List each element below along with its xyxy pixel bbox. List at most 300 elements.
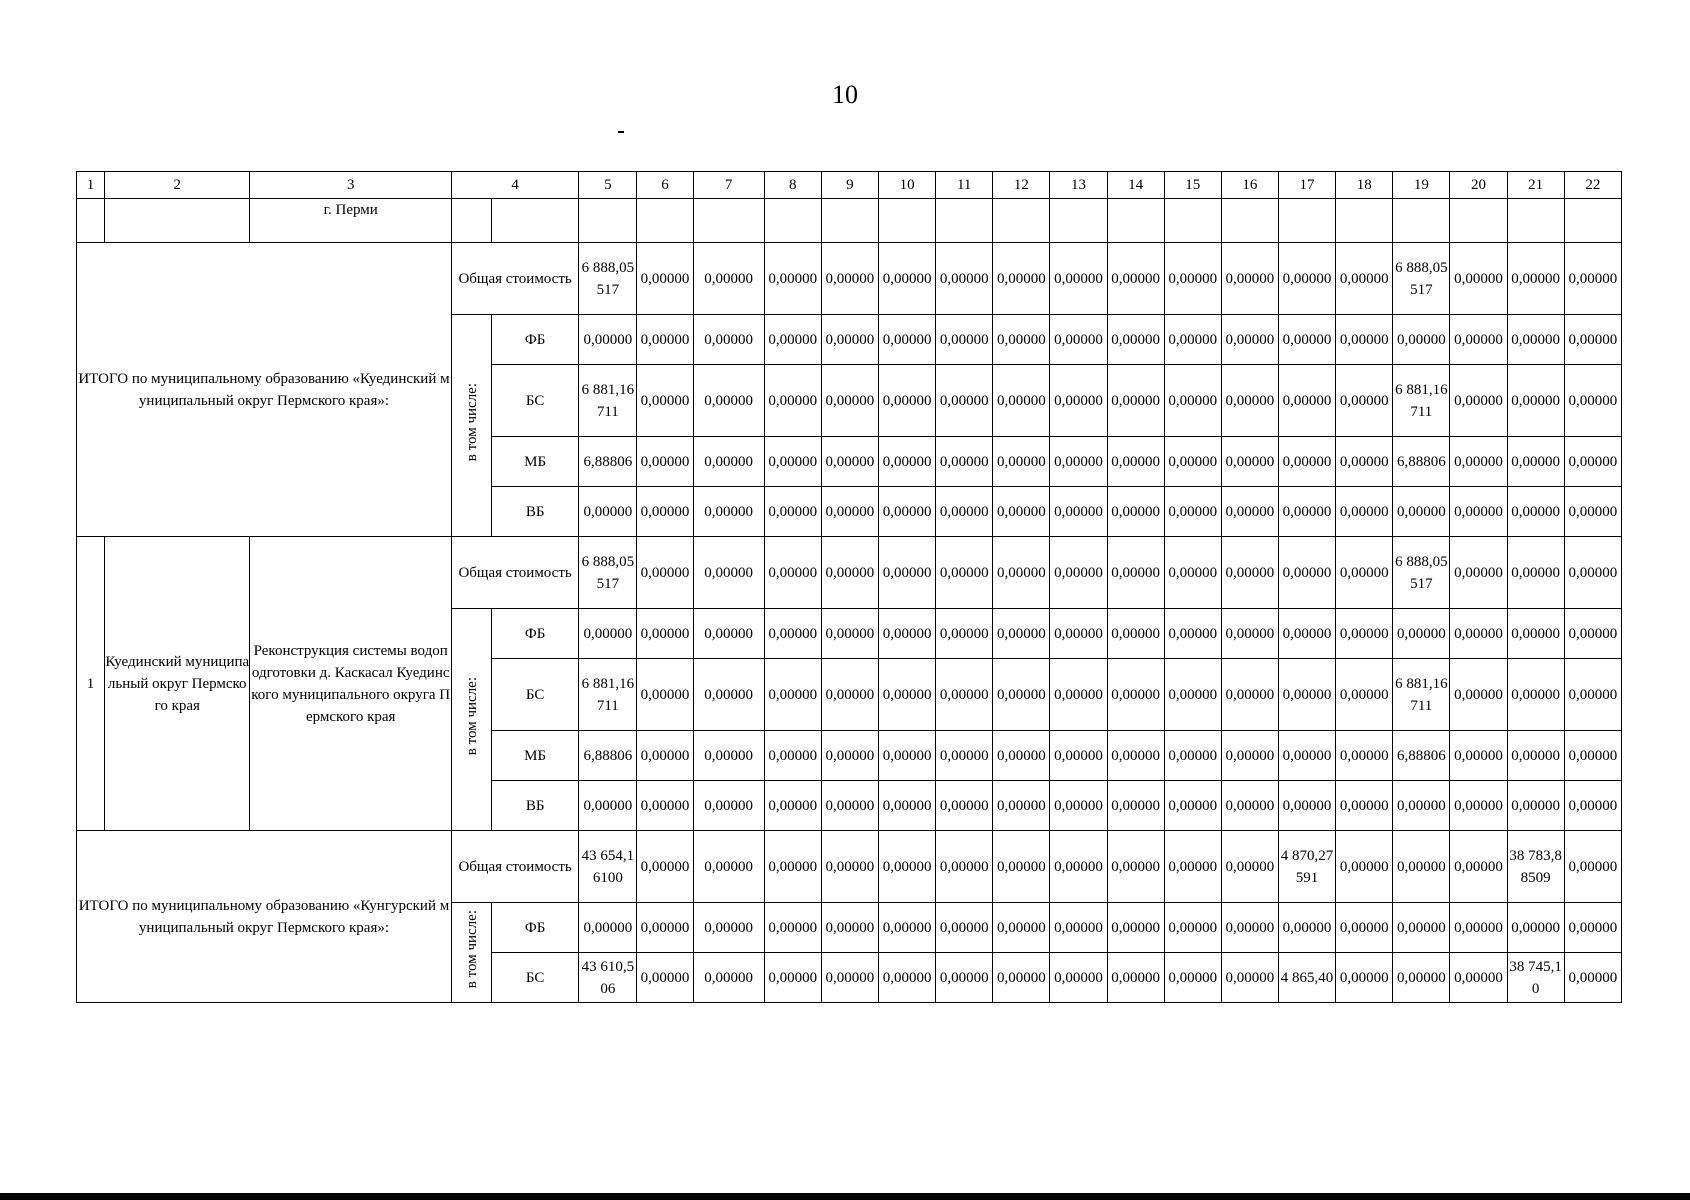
table-cell — [1393, 199, 1450, 243]
including-label-text: в том числе: — [463, 382, 480, 462]
value-cell — [936, 315, 993, 365]
value-cell-text: 0,00000 — [1054, 686, 1103, 703]
column-number-text: 10 — [899, 177, 915, 193]
value-cell-text: 0,00000 — [1339, 919, 1389, 936]
value-cell-text: 0,00000 — [768, 270, 818, 287]
value-cell — [821, 953, 878, 1003]
value-cell-text: 0,00000 — [1054, 919, 1103, 936]
table-cell — [1450, 199, 1507, 243]
value-cell — [1278, 487, 1335, 537]
value-cell-text: 0,00000 — [1168, 331, 1218, 348]
budget-source-label — [492, 953, 579, 1003]
table-row — [77, 172, 1622, 199]
value-cell — [764, 731, 821, 781]
value-cell-text: 6 888,05517 — [1395, 553, 1448, 592]
value-cell-text: 43 610,506 — [581, 958, 635, 997]
value-cell — [879, 831, 936, 903]
value-cell-text: 0,00000 — [1168, 969, 1218, 986]
value-cell — [821, 781, 878, 831]
budget-source-label-text: ВБ — [525, 503, 545, 520]
value-cell-text: 0,00000 — [1054, 797, 1103, 814]
value-cell-text: 0,00000 — [1225, 564, 1275, 581]
value-cell — [1107, 365, 1164, 437]
value-cell-text: 0,00000 — [996, 686, 1046, 703]
value-cell — [993, 609, 1050, 659]
value-cell-text: 0,00000 — [882, 392, 932, 409]
table-cell — [936, 199, 993, 243]
value-cell — [1450, 609, 1507, 659]
value-cell-text: 0,00000 — [1511, 270, 1560, 287]
value-cell-text: 0,00000 — [825, 453, 875, 470]
value-cell — [1164, 903, 1221, 953]
value-cell — [1564, 781, 1621, 831]
value-cell — [1564, 903, 1621, 953]
value-cell-text: 0,00000 — [704, 797, 753, 814]
value-cell-text: 0,00000 — [640, 331, 690, 348]
including-label — [451, 315, 491, 537]
value-cell — [1564, 365, 1621, 437]
value-cell — [1450, 831, 1507, 903]
value-cell-text: 0,00000 — [1396, 919, 1446, 936]
value-cell — [1107, 731, 1164, 781]
value-cell-text: 0,00000 — [640, 969, 690, 986]
column-number — [1050, 172, 1107, 199]
value-cell — [764, 487, 821, 537]
total-cost-label — [451, 831, 578, 903]
value-cell-text: 0,00000 — [1568, 747, 1618, 764]
value-cell-text: 0,00000 — [996, 331, 1046, 348]
value-cell-text: 6 881,16711 — [1395, 675, 1448, 714]
value-cell — [879, 537, 936, 609]
value-cell-text: 0,00000 — [825, 919, 875, 936]
value-cell — [1164, 781, 1221, 831]
value-cell-text: 0,00000 — [1511, 453, 1560, 470]
value-cell-text: 0,00000 — [1168, 797, 1218, 814]
column-number — [1278, 172, 1335, 199]
value-cell-text: 0,00000 — [1568, 392, 1618, 409]
value-cell-text: 0,00000 — [704, 453, 753, 470]
value-cell — [1336, 831, 1393, 903]
column-number — [1564, 172, 1621, 199]
value-cell — [579, 903, 637, 953]
value-cell — [1393, 487, 1450, 537]
value-cell-text: 0,00000 — [583, 919, 633, 936]
column-number — [1336, 172, 1393, 199]
value-cell-text: 0,00000 — [704, 686, 753, 703]
value-cell-text: 0,00000 — [704, 969, 753, 986]
value-cell — [1278, 437, 1335, 487]
value-cell — [1050, 781, 1107, 831]
value-cell — [579, 365, 637, 437]
value-cell-text: 0,00000 — [1454, 747, 1503, 764]
value-cell — [821, 831, 878, 903]
value-cell — [1107, 831, 1164, 903]
table-cell — [764, 199, 821, 243]
value-cell-text: 0,00000 — [1225, 392, 1275, 409]
value-cell — [764, 781, 821, 831]
value-cell — [1564, 437, 1621, 487]
value-cell-text: 0,00000 — [1054, 969, 1103, 986]
value-cell-text: 0,00000 — [825, 392, 875, 409]
column-number — [637, 172, 693, 199]
value-cell-text: 0,00000 — [1168, 453, 1218, 470]
value-cell-text: 0,00000 — [882, 919, 932, 936]
value-cell-text: 0,00000 — [882, 969, 932, 986]
value-cell — [993, 731, 1050, 781]
budget-source-label — [492, 437, 579, 487]
column-number-text: 11 — [956, 177, 972, 193]
column-number — [936, 172, 993, 199]
value-cell — [693, 487, 764, 537]
column-number-text: 22 — [1585, 177, 1601, 193]
value-cell-text: 0,00000 — [640, 747, 690, 764]
value-cell-text: 0,00000 — [640, 686, 690, 703]
value-cell-text: 0,00000 — [1168, 686, 1218, 703]
value-cell — [1050, 659, 1107, 731]
municipality-total-title-text: ИТОГО по муниципальному образованию «Куединский муниципальный округ Пермского края»: — [78, 370, 450, 409]
value-cell — [879, 903, 936, 953]
value-cell-text: 0,00000 — [825, 797, 875, 814]
including-label-text: в том числе: — [463, 676, 480, 756]
value-cell-text: 0,00000 — [939, 686, 989, 703]
value-cell — [936, 953, 993, 1003]
value-cell — [637, 953, 693, 1003]
value-cell-text: 0,00000 — [1168, 503, 1218, 520]
value-cell — [879, 659, 936, 731]
value-cell — [1050, 537, 1107, 609]
budget-source-label — [492, 903, 579, 953]
table-cell — [1507, 199, 1564, 243]
value-cell — [1336, 659, 1393, 731]
row-number-text: 1 — [86, 675, 95, 692]
value-cell — [764, 609, 821, 659]
value-cell-text: 4 865,40 — [1280, 969, 1334, 986]
value-cell-text: 0,00000 — [825, 331, 875, 348]
value-cell-text: 6 888,05517 — [1395, 259, 1448, 298]
value-cell-text: 0,00000 — [704, 625, 753, 642]
value-cell — [821, 437, 878, 487]
value-cell — [764, 903, 821, 953]
value-cell-text: 0,00000 — [1568, 331, 1618, 348]
budget-source-label-text: БС — [525, 392, 545, 409]
value-cell — [1278, 609, 1335, 659]
value-cell-text: 0,00000 — [704, 858, 753, 875]
table-cell — [993, 199, 1050, 243]
value-cell-text: 0,00000 — [1396, 625, 1446, 642]
value-cell — [1278, 315, 1335, 365]
value-cell — [821, 903, 878, 953]
value-cell-text: 0,00000 — [1054, 331, 1103, 348]
value-cell-text: 0,00000 — [1282, 686, 1332, 703]
value-cell-text: 0,00000 — [825, 747, 875, 764]
value-cell — [1336, 487, 1393, 537]
municipality-total-title-text: ИТОГО по муниципальному образованию «Кунгурский муниципальный округ Пермского края»: — [78, 897, 450, 936]
budget-source-label — [492, 659, 579, 731]
value-cell — [936, 243, 993, 315]
column-number-text: 21 — [1528, 177, 1544, 193]
value-cell-text: 0,00000 — [1282, 919, 1332, 936]
column-number-text: 4 — [511, 177, 519, 193]
value-cell — [637, 487, 693, 537]
value-cell-text: 0,00000 — [996, 453, 1046, 470]
value-cell-text: 0,00000 — [996, 392, 1046, 409]
value-cell — [1221, 731, 1278, 781]
value-cell-text: 0,00000 — [1454, 392, 1503, 409]
value-cell — [1393, 315, 1450, 365]
value-cell-text: 0,00000 — [1568, 564, 1618, 581]
value-cell — [1221, 781, 1278, 831]
value-cell — [1164, 537, 1221, 609]
value-cell-text: 0,00000 — [939, 503, 989, 520]
value-cell — [1450, 243, 1507, 315]
column-number-text: 5 — [604, 177, 612, 193]
value-cell — [1050, 243, 1107, 315]
value-cell-text: 6 888,05517 — [581, 259, 635, 298]
value-cell-text: 0,00000 — [1111, 686, 1160, 703]
value-cell — [1564, 487, 1621, 537]
value-cell-text: 0,00000 — [939, 797, 989, 814]
value-cell-text: 0,00000 — [1568, 503, 1618, 520]
value-cell — [936, 781, 993, 831]
value-cell — [1164, 487, 1221, 537]
value-cell-text: 0,00000 — [1282, 331, 1332, 348]
value-cell-text: 0,00000 — [1454, 331, 1503, 348]
value-cell — [637, 243, 693, 315]
value-cell-text: 0,00000 — [1225, 503, 1275, 520]
value-cell — [1164, 609, 1221, 659]
column-number-text: 20 — [1470, 177, 1486, 193]
value-cell — [993, 953, 1050, 1003]
value-cell-text: 0,00000 — [1568, 625, 1618, 642]
column-number — [105, 172, 250, 199]
value-cell — [693, 781, 764, 831]
value-cell — [1164, 243, 1221, 315]
value-cell-text: 0,00000 — [1396, 969, 1446, 986]
value-cell — [1336, 315, 1393, 365]
value-cell — [1221, 365, 1278, 437]
scan-mark — [618, 131, 624, 133]
column-number-text: 7 — [724, 177, 733, 193]
value-cell — [1221, 953, 1278, 1003]
value-cell — [1164, 437, 1221, 487]
column-number — [821, 172, 878, 199]
budget-source-label-text: ВБ — [525, 797, 545, 814]
budget-source-label — [492, 315, 579, 365]
value-cell-text: 0,00000 — [1339, 969, 1389, 986]
value-cell-text: 0,00000 — [1568, 686, 1618, 703]
value-cell — [993, 903, 1050, 953]
value-cell-text: 0,00000 — [1511, 331, 1560, 348]
value-cell-text: 6,88806 — [1396, 747, 1446, 764]
value-cell — [1336, 903, 1393, 953]
value-cell-text: 0,00000 — [1511, 503, 1560, 520]
value-cell-text: 0,00000 — [825, 270, 875, 287]
value-cell-text: 0,00000 — [1225, 625, 1275, 642]
value-cell-text: 6 888,05517 — [581, 553, 635, 592]
value-cell-text: 0,00000 — [704, 392, 753, 409]
value-cell — [637, 315, 693, 365]
value-cell — [936, 831, 993, 903]
value-cell-text: 0,00000 — [1168, 625, 1218, 642]
value-cell — [1336, 243, 1393, 315]
table-cell — [637, 199, 693, 243]
value-cell-text: 0,00000 — [1111, 969, 1160, 986]
total-cost-label-text: Общая стоимость — [458, 270, 572, 287]
value-cell-text: 0,00000 — [1454, 503, 1503, 520]
value-cell-text: 0,00000 — [1225, 969, 1275, 986]
value-cell-text: 0,00000 — [1054, 747, 1103, 764]
value-cell — [1450, 659, 1507, 731]
column-number-text: 12 — [1013, 177, 1029, 193]
table-cell — [1278, 199, 1335, 243]
value-cell — [1107, 953, 1164, 1003]
budget-source-label — [492, 781, 579, 831]
value-cell — [579, 609, 637, 659]
value-cell — [579, 953, 637, 1003]
value-cell — [1507, 731, 1564, 781]
value-cell-text: 0,00000 — [1111, 453, 1160, 470]
value-cell — [936, 437, 993, 487]
value-cell — [936, 487, 993, 537]
value-cell — [1050, 903, 1107, 953]
value-cell-text: 0,00000 — [1454, 797, 1503, 814]
row-number — [77, 537, 105, 831]
value-cell — [879, 609, 936, 659]
value-cell — [879, 315, 936, 365]
value-cell-text: 0,00000 — [996, 503, 1046, 520]
value-cell — [1336, 609, 1393, 659]
value-cell — [579, 437, 637, 487]
column-number — [693, 172, 764, 199]
value-cell-text: 0,00000 — [882, 686, 932, 703]
column-number-text: 8 — [789, 177, 797, 193]
value-cell-text: 0,00000 — [640, 919, 690, 936]
value-cell — [879, 731, 936, 781]
value-cell-text: 0,00000 — [996, 625, 1046, 642]
value-cell — [1050, 315, 1107, 365]
column-number — [764, 172, 821, 199]
value-cell — [1507, 953, 1564, 1003]
value-cell — [1564, 537, 1621, 609]
value-cell — [693, 365, 764, 437]
column-number-text: 13 — [1070, 177, 1086, 193]
value-cell-text: 0,00000 — [1454, 686, 1503, 703]
value-cell — [1278, 903, 1335, 953]
value-cell-text: 0,00000 — [1568, 270, 1618, 287]
table-body — [77, 172, 1622, 1003]
value-cell — [1107, 659, 1164, 731]
value-cell — [693, 953, 764, 1003]
value-cell — [637, 659, 693, 731]
value-cell — [1221, 437, 1278, 487]
value-cell-text: 0,00000 — [1054, 392, 1103, 409]
value-cell-text: 0,00000 — [1111, 503, 1160, 520]
value-cell-text: 0,00000 — [882, 453, 932, 470]
value-cell — [1393, 243, 1450, 315]
value-cell-text: 0,00000 — [1168, 919, 1218, 936]
value-cell — [1507, 365, 1564, 437]
value-cell — [1564, 243, 1621, 315]
value-cell — [693, 659, 764, 731]
value-cell — [693, 609, 764, 659]
column-number — [1507, 172, 1564, 199]
value-cell — [579, 659, 637, 731]
value-cell — [993, 487, 1050, 537]
table-cell — [879, 199, 936, 243]
value-cell — [993, 315, 1050, 365]
column-number-text: 3 — [346, 177, 355, 193]
value-cell-text: 0,00000 — [1282, 392, 1332, 409]
value-cell-text: 0,00000 — [1568, 969, 1618, 986]
value-cell-text: 0,00000 — [1454, 858, 1503, 875]
value-cell-text: 0,00000 — [1225, 747, 1275, 764]
value-cell-text: 6,88806 — [583, 453, 633, 470]
column-number-text: 2 — [173, 177, 181, 193]
value-cell — [579, 243, 637, 315]
value-cell-text: 0,00000 — [1568, 919, 1618, 936]
page-number: 10 — [832, 80, 858, 109]
value-cell-text: 0,00000 — [996, 919, 1046, 936]
value-cell — [1450, 315, 1507, 365]
value-cell — [1507, 659, 1564, 731]
value-cell — [1050, 487, 1107, 537]
value-cell — [764, 315, 821, 365]
column-number — [1393, 172, 1450, 199]
budget-source-label-text: БС — [525, 686, 545, 703]
value-cell-text: 0,00000 — [704, 747, 753, 764]
budget-source-label-text: ФБ — [524, 625, 546, 642]
value-cell — [693, 903, 764, 953]
value-cell — [1450, 731, 1507, 781]
value-cell — [1507, 315, 1564, 365]
value-cell-text: 0,00000 — [996, 270, 1046, 287]
table-cell — [821, 199, 878, 243]
value-cell-text: 0,00000 — [882, 270, 932, 287]
column-number — [77, 172, 105, 199]
value-cell — [1278, 731, 1335, 781]
value-cell-text: 6 881,16711 — [581, 381, 635, 420]
value-cell-text: 0,00000 — [1339, 503, 1389, 520]
value-cell-text: 0,00000 — [768, 331, 818, 348]
value-cell — [764, 437, 821, 487]
value-cell-text: 0,00000 — [1225, 331, 1275, 348]
value-cell — [1450, 537, 1507, 609]
budget-source-label-text: ФБ — [524, 331, 546, 348]
value-cell-text: 0,00000 — [1282, 747, 1332, 764]
value-cell-text: 38 783,88509 — [1509, 847, 1562, 886]
value-cell — [879, 953, 936, 1003]
value-cell-text: 0,00000 — [882, 503, 932, 520]
value-cell-text: 0,00000 — [1339, 453, 1389, 470]
value-cell-text: 0,00000 — [1339, 686, 1389, 703]
value-cell — [1164, 953, 1221, 1003]
value-cell — [637, 537, 693, 609]
value-cell — [1450, 903, 1507, 953]
value-cell-text: 0,00000 — [1225, 858, 1275, 875]
value-cell-text: 0,00000 — [1396, 797, 1446, 814]
value-cell — [637, 831, 693, 903]
value-cell — [821, 365, 878, 437]
value-cell — [1221, 659, 1278, 731]
value-cell-text: 0,00000 — [768, 453, 818, 470]
table-cell — [1336, 199, 1393, 243]
column-number — [579, 172, 637, 199]
value-cell-text: 0,00000 — [1282, 453, 1332, 470]
municipality-continuation — [250, 199, 452, 243]
value-cell-text: 0,00000 — [939, 270, 989, 287]
value-cell-text: 0,00000 — [1225, 797, 1275, 814]
value-cell — [579, 781, 637, 831]
